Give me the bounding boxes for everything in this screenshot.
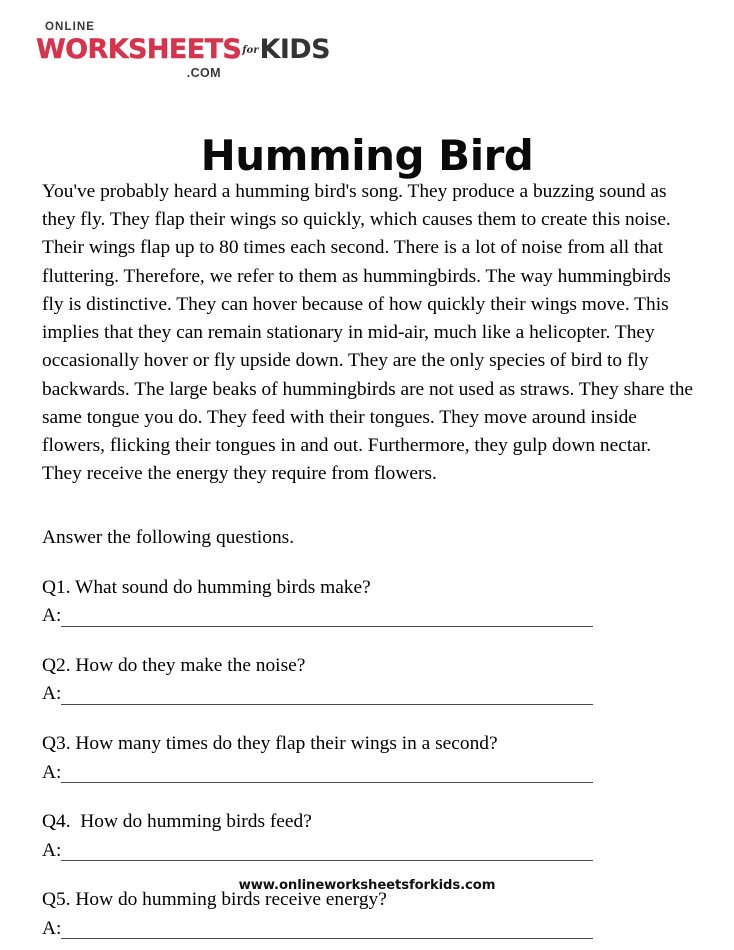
logo-kids-text: KIDS	[259, 33, 330, 65]
logo-wordmark	[36, 33, 330, 65]
question-text: Q3. How many times do they flap their wings in a second?	[42, 733, 498, 754]
question-text: Q4. How do humming birds feed?	[42, 811, 312, 833]
logo-online-text: ONLINE	[45, 21, 96, 33]
logo-for-text: for	[242, 44, 259, 56]
question-text: Q2. How do they make the noise?	[42, 654, 306, 676]
question-block	[42, 574, 694, 630]
answer-row[interactable]	[42, 915, 694, 943]
question-block	[42, 730, 694, 786]
answer-label: A:	[42, 761, 62, 783]
question-block	[42, 652, 694, 708]
answer-row[interactable]	[42, 680, 694, 708]
answer-line[interactable]	[61, 938, 593, 939]
question-block	[42, 808, 694, 864]
question-block	[42, 886, 694, 942]
worksheet-content	[42, 178, 694, 942]
answer-row[interactable]	[42, 759, 694, 787]
answer-line[interactable]	[61, 782, 593, 783]
question-text: Q5. How do humming birds receive energy?	[42, 889, 387, 911]
answer-label: A:	[42, 917, 62, 939]
logo-worksheets-text: WORKSHEETS	[36, 33, 242, 65]
answer-label: A:	[42, 839, 62, 861]
logo-com-text: .COM	[186, 65, 221, 80]
instruction-text: Answer the following questions.	[42, 526, 295, 548]
reading-passage: You've probably heard a humming bird's song. They produce a buzzing sound as they fly. They flap their wings so quickly, which causes them to create this noise. Their wings flap up to 80 times each second. There is a lot of noise from all that fluttering. Therefore, we refer to them as hummingbirds. The way hummingbirds fly is distinctive. They can hover because of how quickly their wings move. This implies that they can remain stationary in mid-air, much like a helicopter. They occasionally hover or fly upside down. They are the only species of bird to fly backwards. The large beaks of hummingbirds are not used as straws. They share the same tongue you do. They feed with their tongues. They move around inside flowers, flicking their tongues in and out. Furthermore, they gulp down nectar. They receive the energy they require from flowers.	[42, 181, 694, 485]
site-logo	[36, 21, 330, 86]
question-text: Q1. What sound do humming birds make?	[42, 576, 371, 598]
answer-row[interactable]	[42, 837, 694, 865]
answer-row[interactable]	[42, 602, 694, 630]
footer-url: www.onlineworksheetsforkids.com	[238, 878, 496, 893]
answer-line[interactable]	[61, 626, 593, 627]
page-title: Humming Bird	[200, 131, 534, 181]
answer-label: A:	[42, 605, 62, 627]
answer-line[interactable]	[61, 860, 593, 861]
answer-line[interactable]	[61, 704, 593, 705]
answer-label: A:	[42, 683, 62, 705]
